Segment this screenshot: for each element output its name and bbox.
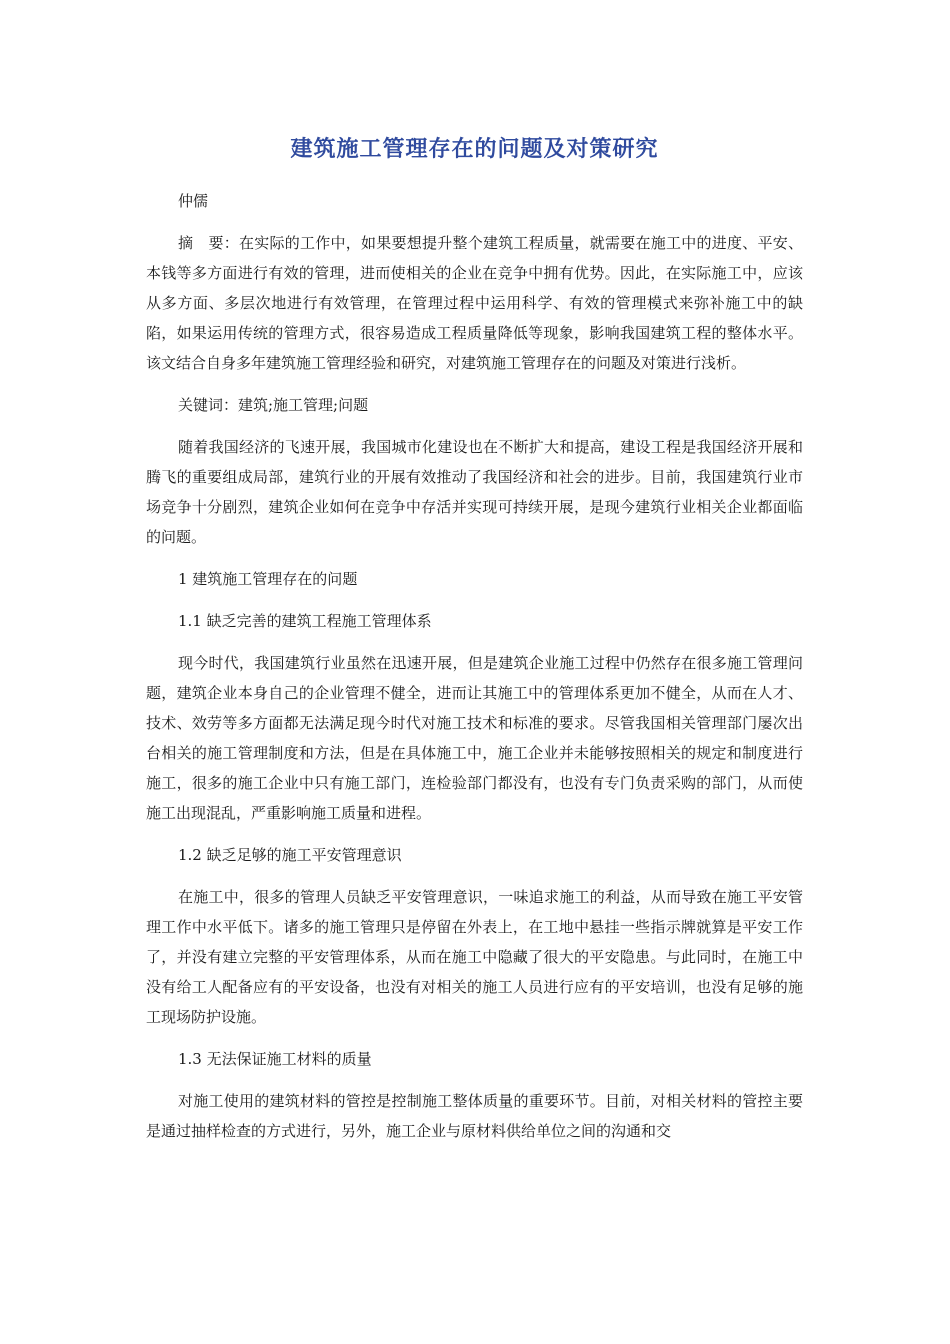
intro-paragraph: 随着我国经济的飞速开展，我国城市化建设也在不断扩大和提高，建设工程是我国经济开展和腾飞的重要组成局部，建筑行业的开展有效推动了我国经济和社会的进步。目前，我国建筑行业市场竞争十分剧烈，建筑企业如何在竞争中存活并实现可持续开展，是现今建筑行业相关企业都面临的问题。 <box>146 438 803 546</box>
section-1-3-paragraph: 对施工使用的建筑材料的管控是控制施工整体质量的重要环节。目前，对相关材料的管控主要是通过抽样检查的方式进行，另外，施工企业与原材料供给单位之间的沟通和交 <box>146 1092 803 1140</box>
abstract: 摘 要：在实际的工作中，如果要想提升整个建筑工程质量，就需要在施工中的进度、平安、本钱等多方面进行有效的管理，进而使相关的企业在竞争中拥有优势。因此，在实际施工中，应该从多方面、多层次地进行有效管理，在管理过程中运用科学、有效的管理模式来弥补施工中的缺陷，如果运用传统的管理方式，很容易造成工程质量降低等现象，影响我国建筑工程的整体水平。该文结合自身多年建筑施工管理经验和研究，对建筑施工管理存在的问题及对策进行浅析。 <box>146 234 803 372</box>
author: 仲儒 <box>178 192 209 210</box>
document-page <box>146 130 803 1158</box>
document-title: 建筑施工管理存在的问题及对策研究 <box>290 137 659 162</box>
keywords: 关键词：建筑;施工管理;问题 <box>178 396 369 414</box>
section-1-1-heading: 1.1 缺乏完善的建筑工程施工管理体系 <box>178 612 432 630</box>
section-1-2-paragraph: 在施工中，很多的管理人员缺乏平安管理意识，一味追求施工的利益，从而导致在施工平安管理工作中水平低下。诸多的施工管理只是停留在外表上，在工地中悬挂一些指示牌就算是平安工作了，并没有建立完整的平安管理体系，从而在施工中隐藏了很大的平安隐患。与此同时，在施工中没有给工人配备应有的平安设备，也没有对相关的施工人员进行应有的平安培训，也没有足够的施工现场防护设施。 <box>146 888 803 1026</box>
section-1-3-heading: 1.3 无法保证施工材料的质量 <box>178 1050 372 1068</box>
section-1-1-paragraph: 现今时代，我国建筑行业虽然在迅速开展，但是建筑企业施工过程中仍然存在很多施工管理问题，建筑企业本身自己的企业管理不健全，进而让其施工中的管理体系更加不健全，从而在人才、技术、效劳等多方面都无法满足现今时代对施工技术和标准的要求。尽管我国相关管理部门屡次出台相关的施工管理制度和方法，但是在具体施工中，施工企业并未能够按照相关的规定和制度进行施工，很多的施工企业中只有施工部门，连检验部门都没有，也没有专门负责采购的部门，从而使施工出现混乱，严重影响施工质量和进程。 <box>146 654 803 822</box>
section-1-heading: 1 建筑施工管理存在的问题 <box>178 570 358 588</box>
section-1-2-heading: 1.2 缺乏足够的施工平安管理意识 <box>178 846 402 864</box>
